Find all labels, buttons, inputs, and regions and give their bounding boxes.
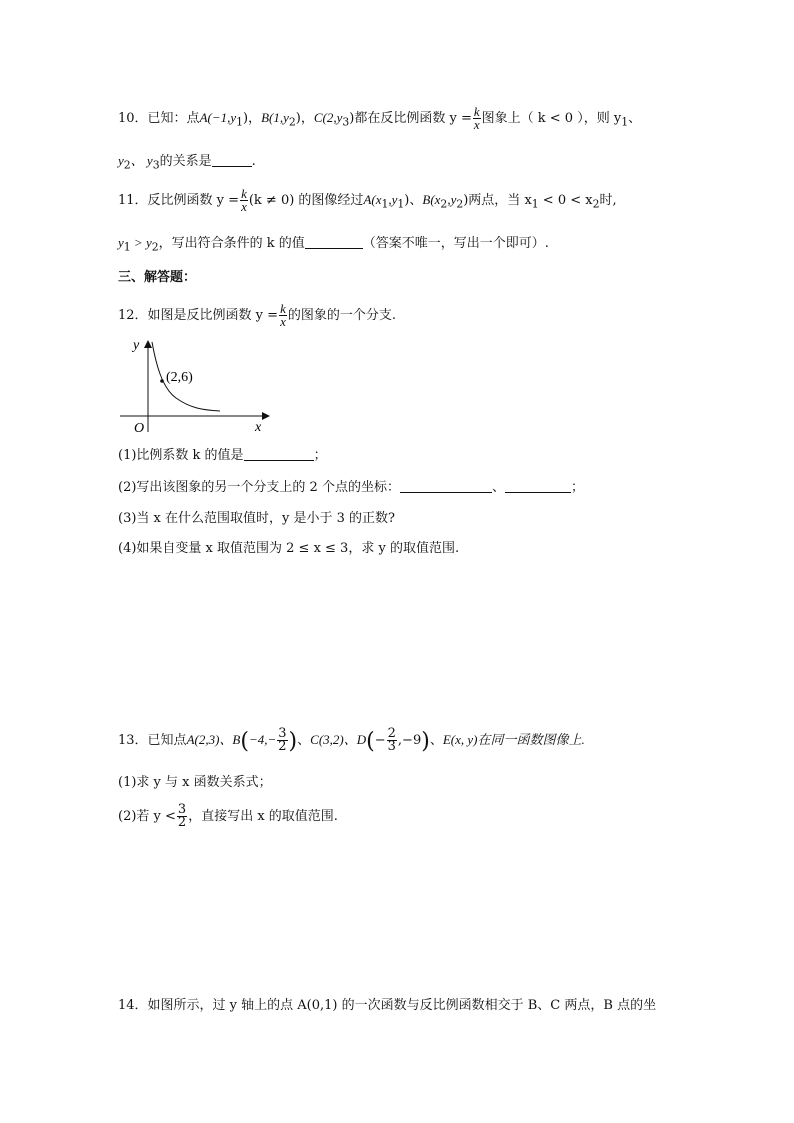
- q12-part2: (2)写出该图象的另一个分支上的 2 个点的坐标： 、 ；: [118, 480, 584, 495]
- q14-number: 14．: [118, 998, 148, 1013]
- q13-intro: 13．已知点A(2,3)、B(−4,− $\frac{3}{2}$ )、C(3,2)、D(− $\frac{2}{3}$ ,−9)、E(x, y)在同一函数图像上.: [118, 726, 585, 754]
- q10-point-c: C(2,y: [313, 110, 343, 125]
- q12-intro: 12．如图是反比例函数 y = $\frac{k}{x}$ 的图象的一个分支.: [118, 301, 396, 329]
- q11-line2: $y_1 > y_2$，写出符合条件的 k 的值 （答案不唯一，写出一个即可）.: [118, 235, 549, 254]
- q11-number: 11．: [118, 193, 148, 208]
- q13-part2: (2)若 y < $\frac{3}{2}$ ，直接写出 x 的取值范围.: [118, 802, 338, 830]
- q12-part2-blank-1[interactable]: [400, 478, 492, 493]
- q13-number: 13．: [118, 733, 148, 748]
- q12-part1-blank[interactable]: [244, 446, 314, 461]
- q12-part1: (1)比例系数 k 的值是 ；: [118, 448, 327, 463]
- q12-part3: (3)当 x 在什么范围取值时，y 是小于 3 的正数?: [118, 511, 395, 526]
- q10-intro: 已知：点: [147, 111, 200, 126]
- q10-point-a: A(−1,y: [199, 110, 237, 125]
- y-axis-label: y: [133, 338, 140, 353]
- q11-fraction: $\frac{k}{x}$: [241, 186, 247, 214]
- q10-line1: 10．已知：点$A(-1,y_1)$，$B(1,y_2)$，$C(2,y_3)$都在反比例函数 y = $\frac{k}{x}$ 图象上（ k < 0 ），则 $y_1$、: [118, 104, 642, 132]
- q14-intro: 14．如图所示，过 y 轴上的点 A(0,1) 的一次函数与反比例函数相交于 B、C 两点，B 点的坐: [118, 998, 657, 1013]
- y-axis-arrow-icon: [144, 340, 152, 348]
- q10-fraction: $\frac{k}{x}$: [473, 104, 480, 132]
- q10-answer-blank[interactable]: [212, 152, 252, 167]
- point-marker: [160, 379, 164, 383]
- x-axis-arrow-icon: [262, 412, 270, 420]
- q12-part2-blank-2[interactable]: [505, 478, 571, 493]
- q11-answer-blank[interactable]: [305, 234, 363, 249]
- q13-part1: (1)求 y 与 x 函数关系式；: [118, 775, 272, 790]
- q12-number: 12．: [118, 308, 148, 323]
- origin-label: O: [134, 421, 145, 436]
- q10-number: 10．: [118, 111, 148, 126]
- point-label: (2,6): [166, 370, 193, 385]
- q10-line2: $y_2$、 $y_3$的关系是 .: [118, 153, 256, 172]
- section-heading: 三、解答题：: [118, 270, 197, 285]
- q12-graph: [116, 336, 276, 436]
- q11-line1: 11．反比例函数 y = $\frac{k}{x}$ (k ≠ 0) 的图像经过$A(x_1,y_1)$、$B(x_2,y_2)$两点，当 $x_1 < 0 < x_2$时,: [118, 186, 617, 214]
- x-axis-label: x: [255, 420, 262, 435]
- q10-point-b: B(1,y: [261, 110, 289, 125]
- q12-fraction: $\frac{k}{x}$: [280, 301, 286, 329]
- q12-part4: (4)如果自变量 x 取值范围为 2 ≤ x ≤ 3，求 y 的取值范围.: [118, 541, 460, 556]
